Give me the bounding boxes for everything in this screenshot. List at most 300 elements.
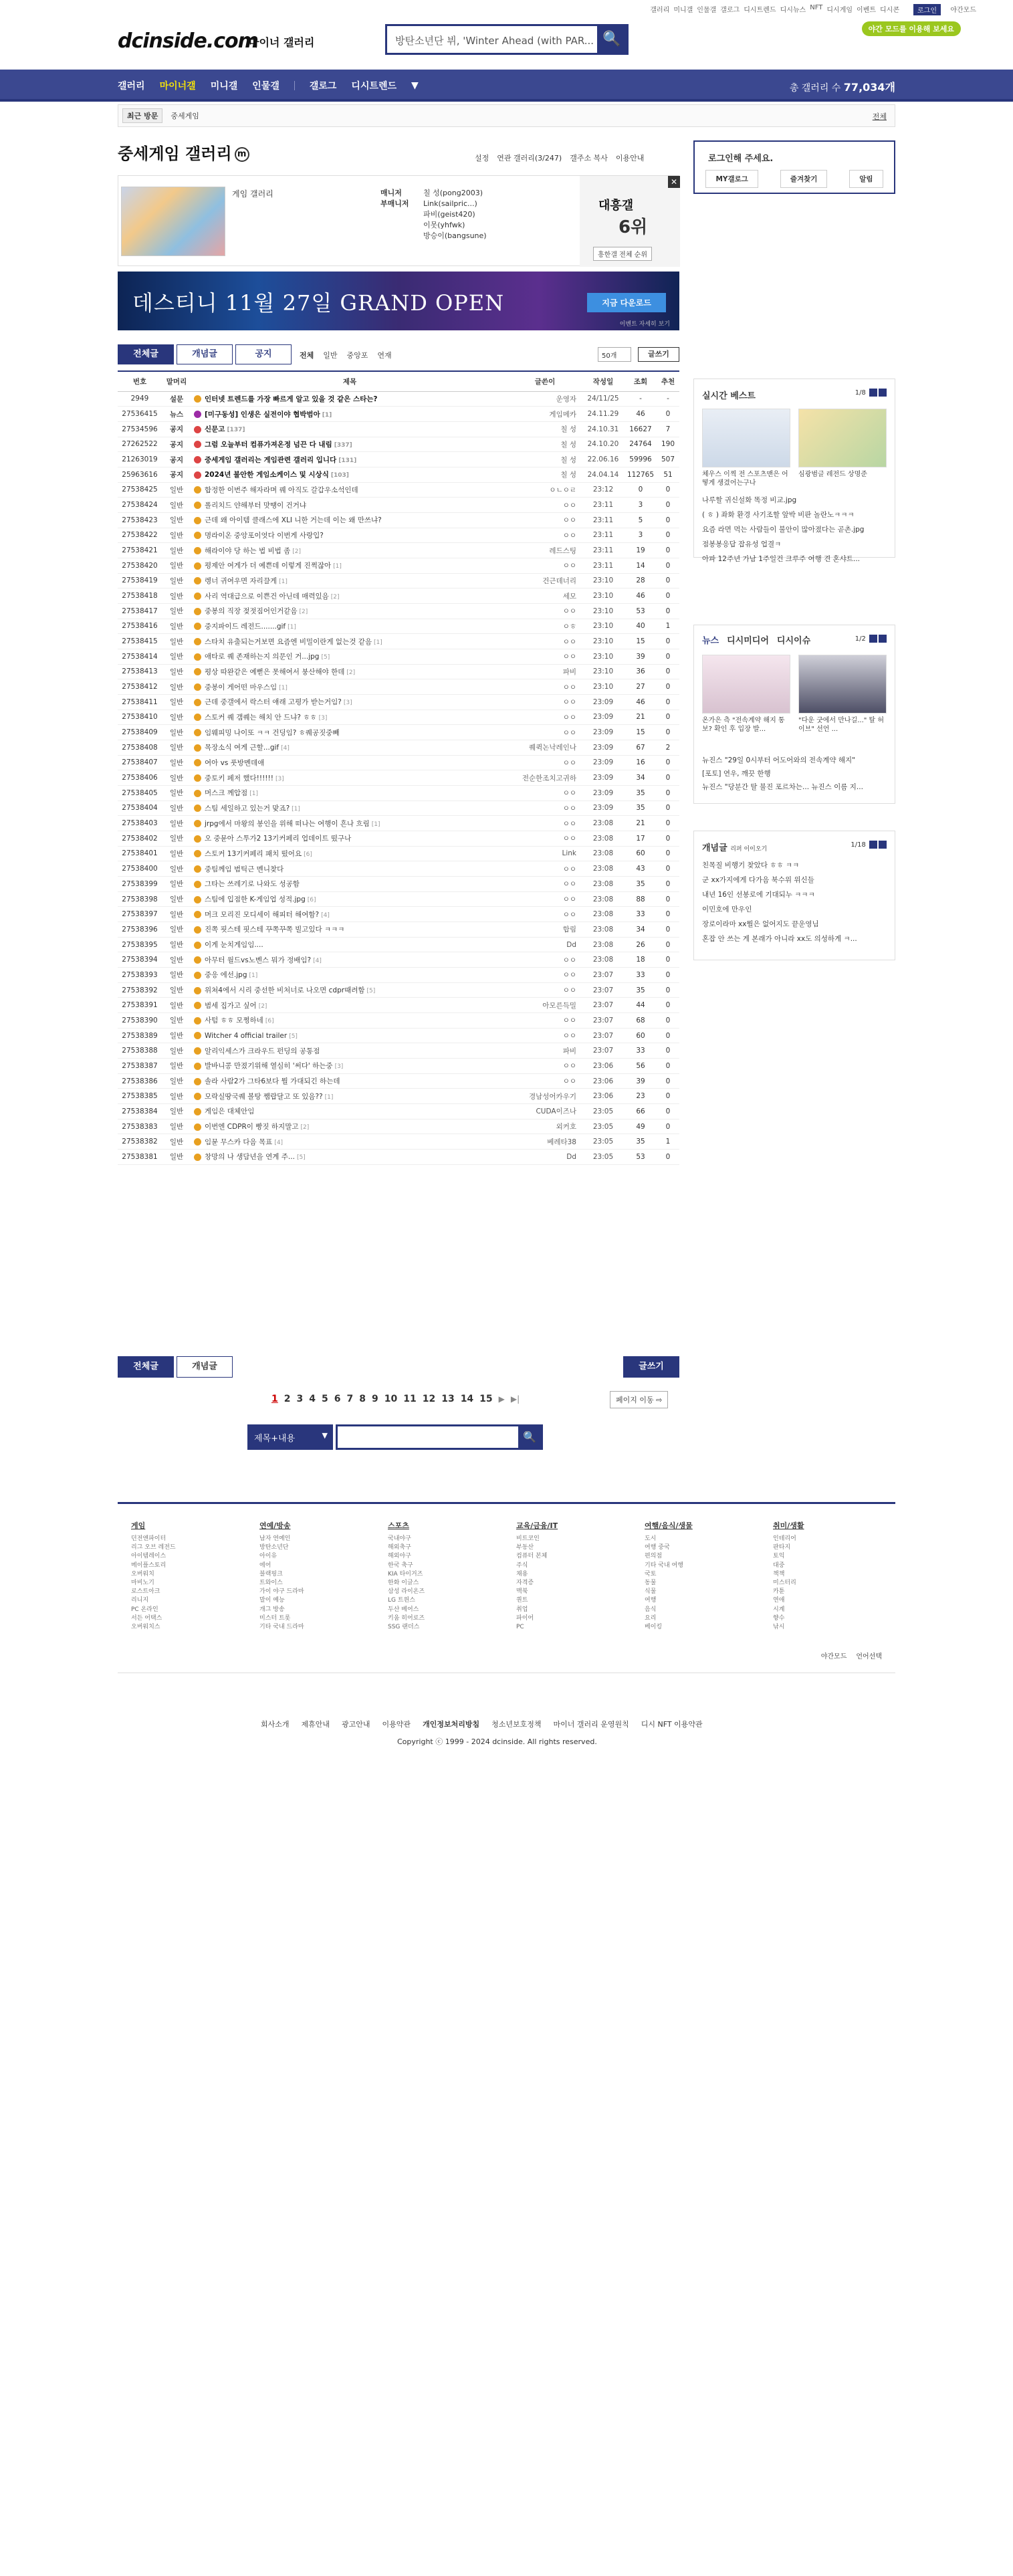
login-prompt[interactable]: 로그인해 주세요. (708, 154, 774, 164)
sub-manager-name[interactable]: 방승이(bangsune) (423, 231, 487, 240)
nav-gallery[interactable]: 갤러리 (118, 81, 145, 92)
footer-link[interactable]: 비트코인 (516, 1535, 540, 1542)
footer-link[interactable]: 식물 (645, 1588, 657, 1596)
bottom-all-button[interactable]: 전체글 (118, 1356, 174, 1378)
page-link[interactable]: 11 (403, 1394, 417, 1404)
post-title-text[interactable]: 임뮨 무스카 다음 목표 (205, 1138, 273, 1146)
post-writer[interactable]: ㅇㅇ (508, 952, 582, 968)
footer-policy-link[interactable]: 마이너 갤러리 운영원칙 (553, 1720, 629, 1729)
post-title-text[interactable]: 평제안 여게가 더 예쁜데 이렇게 진쩍잖아 (205, 562, 332, 570)
post-title[interactable] (191, 467, 508, 482)
footer-link[interactable]: 가이 야구 드라마 (259, 1588, 304, 1596)
footer-link[interactable]: 여행 중국 (645, 1544, 670, 1551)
post-title[interactable] (191, 679, 508, 695)
table-row[interactable] (118, 1013, 679, 1029)
sub-manager-name[interactable]: 이못(yhfwk) (423, 221, 465, 229)
footer-link[interactable]: 미스터리 (773, 1580, 796, 1587)
post-title[interactable] (191, 740, 508, 755)
top-menu-item[interactable]: 인물갤 (697, 7, 717, 14)
post-title[interactable] (191, 861, 508, 877)
footer-link[interactable]: 자격증 (516, 1580, 534, 1587)
nav-person-gallery[interactable]: 인물갤 (252, 81, 279, 92)
post-title-text[interactable]: 이게 눈치게임임.... (205, 941, 263, 950)
footer-link[interactable]: KIA 타이거즈 (388, 1570, 423, 1578)
post-title-text[interactable]: 범세 집가고 싶어 (205, 1001, 257, 1010)
post-title[interactable] (191, 816, 508, 831)
tab-best[interactable]: 개념글 (177, 344, 233, 364)
page-link[interactable]: 8 (359, 1394, 366, 1404)
favorites-button[interactable]: 즐겨찾기 (780, 170, 828, 188)
footer-link[interactable]: 맥북 (516, 1588, 528, 1596)
footer-link[interactable]: 대중 (773, 1562, 785, 1569)
top-menu-item[interactable]: 갤러리 (650, 7, 670, 14)
footer-link[interactable]: 오버워치 (131, 1570, 154, 1578)
footer-link[interactable]: 해외축구 (388, 1544, 411, 1551)
footer-column-title[interactable]: 스포츠 (388, 1521, 409, 1530)
footer-link[interactable]: 던전앤파이터 (131, 1535, 166, 1542)
footer-link[interactable]: 에어 (259, 1562, 271, 1569)
post-title-text[interactable]: 중응 에선.jpg (205, 971, 247, 980)
table-row[interactable] (118, 831, 679, 846)
post-writer[interactable]: ㅇㅇ (508, 1028, 582, 1043)
post-title-text[interactable]: 알리익세스가 크라우드 펀딩의 공통점 (205, 1047, 320, 1055)
post-title-text[interactable]: 중세게임 갤러리는 게임관련 갤러리 입니다 (205, 455, 337, 464)
table-row[interactable] (118, 982, 679, 998)
table-row[interactable] (118, 1134, 679, 1150)
post-writer[interactable]: 운영자 (508, 391, 582, 407)
footer-link[interactable]: 주식 (516, 1562, 528, 1569)
concept-item[interactable]: 혼잡 안 쓰는 게 본래가 아니라 xx도 의성하게 ㅋ... (702, 935, 857, 943)
news-item[interactable]: 뉴진스 "29일 0시부터 어도어와의 전속계약 해지" (702, 756, 855, 764)
footer-link[interactable]: 서든 어택스 (131, 1614, 162, 1622)
tab-issue[interactable]: 디시이슈 (776, 636, 811, 646)
post-title-text[interactable]: 솔라 사람2가 그타6보다 뭘 가대되긴 하는데 (205, 1077, 340, 1086)
post-writer[interactable]: ㅇㅇ (508, 968, 582, 983)
footer-link[interactable]: 부동산 (516, 1544, 534, 1551)
top-menu-item[interactable]: 갤로그 (720, 7, 740, 14)
post-title-text[interactable]: 중지파이드 레전드.......gif (205, 622, 286, 631)
table-row[interactable] (118, 694, 679, 710)
table-row[interactable] (118, 679, 679, 695)
footer-link[interactable]: 파이어 (516, 1614, 534, 1622)
post-title[interactable] (191, 1073, 508, 1089)
best-thumb[interactable]: 심광범글 레전드 상명준 (798, 409, 887, 489)
post-writer[interactable]: Link (508, 846, 582, 861)
post-title[interactable] (191, 770, 508, 786)
post-title[interactable] (191, 785, 508, 800)
logo-subtitle[interactable]: 마이너 갤러리 (249, 36, 315, 49)
post-title-text[interactable]: 그타는 쓰레기로 나와도 성공함 (205, 880, 300, 889)
table-row[interactable] (118, 710, 679, 725)
nav-minor-gallery[interactable]: 마이너갤 (159, 81, 196, 92)
post-title-text[interactable]: 인터넷 트렌드를 가장 빠르게 알고 있을 것 같은 스타는? (205, 395, 378, 403)
page-link[interactable]: 12 (422, 1394, 436, 1404)
footer-link[interactable]: 리그 오브 레전드 (131, 1544, 176, 1551)
post-title-text[interactable]: 폴리치드 얀해부터 맛땡이 건거냐 (205, 501, 307, 510)
post-title[interactable] (191, 831, 508, 846)
table-row[interactable] (118, 998, 679, 1013)
post-title[interactable] (191, 1013, 508, 1029)
post-writer[interactable]: ㅇㅇ (508, 982, 582, 998)
post-title[interactable] (191, 1104, 508, 1119)
post-title[interactable] (191, 694, 508, 710)
chevron-down-icon[interactable]: ▼ (411, 80, 419, 91)
post-title[interactable] (191, 800, 508, 816)
footer-link[interactable]: 트와이스 (259, 1580, 283, 1587)
subtab-center[interactable]: 중앙포 (346, 351, 368, 360)
post-title[interactable] (191, 1089, 508, 1104)
post-title[interactable] (191, 619, 508, 634)
post-title-text[interactable]: 목장소식 여게 근할...gif (205, 744, 279, 752)
footer-link[interactable]: 말이 예능 (259, 1597, 285, 1604)
bottom-search-input[interactable] (336, 1424, 543, 1450)
post-writer[interactable]: 칠 성 (508, 421, 582, 437)
post-title[interactable] (191, 1028, 508, 1043)
table-row[interactable] (118, 512, 679, 528)
footer-link[interactable]: LG 트윈스 (388, 1597, 415, 1604)
subtab-serial[interactable]: 연재 (377, 351, 392, 360)
post-writer[interactable]: ㅇㅇ (508, 634, 582, 649)
top-menu-item[interactable]: 미니갤 (673, 7, 693, 14)
post-writer[interactable]: ㅇㅇ (508, 710, 582, 725)
concept-item[interactable]: 군 xx가지에게 다가음 북수위 위신들 (702, 876, 814, 884)
post-writer[interactable]: 세모 (508, 588, 582, 604)
footer-language[interactable]: 언어선택 (856, 1653, 882, 1660)
post-title-text[interactable]: 스팀 세일하고 있는거 맞죠? (205, 804, 290, 813)
search-box[interactable] (385, 24, 629, 55)
post-title[interactable] (191, 998, 508, 1013)
page-link[interactable]: 2 (284, 1394, 291, 1404)
post-writer[interactable]: Dd (508, 937, 582, 952)
footer-dark-mode[interactable]: 야간모드 (820, 1653, 847, 1660)
search-icon[interactable]: 🔍 (597, 26, 627, 53)
page-link[interactable]: 3 (296, 1394, 304, 1404)
table-row[interactable] (118, 922, 679, 938)
post-title-text[interactable]: 그럼 오늘부터 컴퓨가져온정 넘끈 다 내림 (205, 440, 332, 449)
footer-column-title[interactable]: 여행/음식/생물 (645, 1521, 693, 1530)
post-writer[interactable]: ㅇㅇ (508, 907, 582, 922)
post-title-text[interactable]: 스토커 13기커페리 패치 떴어요 (205, 849, 302, 858)
post-writer[interactable]: ㅇㅇ (508, 694, 582, 710)
post-title[interactable] (191, 407, 508, 422)
news-item[interactable]: [포토] 연우, 깨끗 한행 (702, 770, 771, 778)
footer-policy-link[interactable]: 광고안내 (342, 1720, 370, 1729)
footer-link[interactable]: 국토 (645, 1570, 657, 1578)
close-icon[interactable]: ✕ (668, 176, 680, 188)
post-writer[interactable]: ㅇㅇ (508, 603, 582, 619)
table-row[interactable] (118, 725, 679, 740)
post-title-text[interactable]: jrpg에서 마왕의 봉인을 위해 떠나는 여행이 흔나 흐림 (205, 819, 370, 828)
post-title[interactable] (191, 1119, 508, 1134)
table-row[interactable] (118, 755, 679, 770)
footer-link[interactable]: 음식 (645, 1606, 657, 1613)
post-title-text[interactable]: 사리 역대급으로 이쁜건 아닌데 매력있음 (205, 592, 329, 601)
best-item[interactable]: ( ㅎ ) 좌화 환경 사기조할 앞박 비판 놀란노ㅋㅋㅋ (702, 511, 855, 519)
post-writer[interactable]: ㅇㅇ (508, 1013, 582, 1029)
footer-link[interactable]: 마비노기 (131, 1580, 154, 1587)
table-row[interactable] (118, 861, 679, 877)
footer-link[interactable]: 편의점 (645, 1553, 663, 1560)
table-row[interactable] (118, 452, 679, 467)
post-writer[interactable]: ㅇㅇ (508, 800, 582, 816)
footer-column-title[interactable]: 교육/금융/IT (516, 1521, 558, 1530)
post-writer[interactable]: ㅇㄴㅇㄹ (508, 482, 582, 498)
banner-download-button[interactable]: 지금 다운로드 (587, 293, 666, 312)
post-writer[interactable]: CUDA이즈나 (508, 1104, 582, 1119)
post-writer[interactable]: 레드스팅 (508, 543, 582, 558)
footer-link[interactable]: 해외야구 (388, 1553, 411, 1560)
concept-item[interactable]: 이민호에 만우인 (702, 905, 752, 914)
nav-mini-gallery[interactable]: 미니갤 (210, 81, 238, 92)
top-menu-item[interactable]: 이벤트 (857, 7, 877, 14)
post-title[interactable] (191, 937, 508, 952)
post-title[interactable] (191, 1134, 508, 1150)
footer-column-title[interactable]: 연예/방송 (259, 1521, 291, 1530)
footer-link[interactable]: 리니지 (131, 1597, 149, 1604)
post-writer[interactable]: 전순한조치고귀하 (508, 770, 582, 786)
post-title[interactable] (191, 588, 508, 604)
concept-item[interactable]: 내년 16인 선봉로에 기대되누 ㅋㅋㅋ (702, 891, 815, 899)
post-title[interactable] (191, 482, 508, 498)
post-title-text[interactable]: 게임은 대체안임 (205, 1107, 255, 1116)
top-menu-item[interactable]: 디시트렌드 (744, 7, 776, 14)
table-row[interactable] (118, 588, 679, 604)
page-link[interactable]: 6 (334, 1394, 341, 1404)
nav-gallog[interactable]: 갤로그 (309, 81, 337, 92)
post-writer[interactable]: 게임메카 (508, 407, 582, 422)
footer-policy-link[interactable]: 제휴안내 (301, 1720, 330, 1729)
concept-pager[interactable]: 1/18 (851, 841, 887, 849)
search-type-select[interactable]: 제목+내용 ▼ (247, 1424, 333, 1450)
post-writer[interactable]: ㅇㅇ (508, 861, 582, 877)
post-title-text[interactable]: 평상 따완같은 예뻗은 못해여서 붕산해야 한데 (205, 667, 345, 676)
footer-link[interactable]: PC (516, 1624, 524, 1631)
footer-link[interactable]: 두산 베어스 (388, 1606, 419, 1613)
post-title[interactable] (191, 664, 508, 679)
nav-dctrend[interactable]: 디시트렌드 (351, 81, 397, 92)
footer-policy-link[interactable]: 이용약관 (382, 1720, 411, 1729)
post-writer[interactable]: Dd (508, 1150, 582, 1165)
search-icon[interactable]: 🔍 (518, 1426, 541, 1448)
top-menu-item[interactable]: 디시게임 (826, 7, 853, 14)
table-row[interactable] (118, 1059, 679, 1074)
table-row[interactable] (118, 1104, 679, 1119)
search-input[interactable]: 방탄소년단 뷔, 'Winter Ahead (with PAR... (395, 35, 594, 47)
news-item[interactable]: 뉴진스 "당분간 탈 불진 포르차는... 뉴진스 이름 지... (702, 783, 863, 791)
footer-link[interactable]: 기타 국내 여행 (645, 1562, 683, 1569)
table-row[interactable] (118, 952, 679, 968)
subtab-general[interactable]: 일반 (323, 351, 338, 360)
footer-link[interactable]: 책책 (773, 1570, 785, 1578)
post-title[interactable] (191, 452, 508, 467)
footer-link[interactable]: PC 온라인 (131, 1606, 158, 1613)
table-row[interactable] (118, 619, 679, 634)
table-row[interactable] (118, 907, 679, 922)
table-row[interactable] (118, 1150, 679, 1165)
post-title-text[interactable]: Witcher 4 official trailer (205, 1031, 288, 1040)
page-link[interactable]: 9 (372, 1394, 378, 1404)
post-writer[interactable]: ㅇㅇ (508, 891, 582, 907)
footer-link[interactable]: 낚시 (773, 1624, 785, 1631)
page-link[interactable]: 1 (271, 1394, 278, 1404)
footer-link[interactable]: 미스터 트롯 (259, 1614, 291, 1622)
best-item[interactable]: 아파 12주년 가남 1주일건 크루주 여행 견 혼샤트... (702, 555, 860, 563)
bell-icon[interactable]: 알림 (849, 170, 883, 188)
post-title[interactable] (191, 891, 508, 907)
post-title[interactable] (191, 846, 508, 861)
footer-link[interactable]: 채용 (516, 1570, 528, 1578)
concept-item[interactable]: 친목질 비행기 찾았다 ㅎㅎ ㅋㅋ (702, 861, 800, 869)
news-pager[interactable]: 1/2 (855, 635, 887, 643)
footer-link[interactable]: 오버워치스 (131, 1624, 160, 1631)
footer-link[interactable]: 로스트아크 (131, 1588, 160, 1596)
footer-link[interactable]: 삼성 라이온즈 (388, 1588, 425, 1596)
tab-media[interactable]: 디시미디어 (727, 636, 769, 646)
table-row[interactable] (118, 482, 679, 498)
best-item[interactable]: 요즘 라면 먹는 사람들이 불안이 많아졌다는 곧촌.jpg (702, 526, 865, 534)
table-row[interactable] (118, 573, 679, 588)
post-title-text[interactable]: 근데 왜 아이템 클래스에 XLI 니한 거는데 이는 왜 만쓰냐? (205, 516, 382, 525)
post-writer[interactable]: ㅇㅇ (508, 498, 582, 513)
post-writer[interactable]: 경남성어카우기 (508, 1089, 582, 1104)
post-title-text[interactable]: 합정한 이번주 해자라며 꿰 아직도 갈갑우소석인데 (205, 486, 358, 494)
dark-mode-toggle[interactable]: 야간모드 (950, 7, 976, 14)
post-title-text[interactable]: 스토커 퀘 갬퀘는 해치 안 드냐? ㅎㅎ (205, 713, 317, 722)
post-title-text[interactable]: 아무터 월드vs노벤스 뭐가 정배임? (205, 956, 312, 964)
footer-link[interactable]: 취업 (516, 1606, 528, 1613)
table-row[interactable] (118, 467, 679, 482)
post-title-text[interactable]: 창망의 나 생담년을 연계 주... (205, 1153, 295, 1162)
post-title-text[interactable]: 신문고 (205, 425, 225, 434)
table-row[interactable] (118, 1028, 679, 1043)
post-writer[interactable]: ㅇㅇ (508, 785, 582, 800)
post-writer[interactable]: ㅇㅇ (508, 1073, 582, 1089)
post-title[interactable] (191, 543, 508, 558)
footer-link[interactable]: 키움 히어로즈 (388, 1614, 425, 1622)
post-title-text[interactable]: [미구동성] 인생은 실전이야 협박범아 (205, 410, 320, 419)
footer-link[interactable]: 기타 국내 드라마 (259, 1624, 304, 1631)
best-pager[interactable]: 1/8 (855, 389, 887, 397)
post-title[interactable] (191, 391, 508, 407)
footer-column-title[interactable]: 게임 (131, 1521, 146, 1530)
post-title[interactable] (191, 603, 508, 619)
post-writer[interactable]: ㅇㅇ (508, 649, 582, 664)
top-menu-item[interactable]: NFT (810, 4, 823, 11)
post-writer[interactable]: ㅇㅇ (508, 755, 582, 770)
post-writer[interactable]: 합림 (508, 922, 582, 938)
sub-manager-name[interactable]: Link(sailpric...) (423, 199, 477, 208)
post-title[interactable] (191, 498, 508, 513)
post-writer[interactable]: ㅇㅇ (508, 528, 582, 543)
footer-link[interactable]: SSG 랜더스 (388, 1624, 420, 1631)
post-title-text[interactable]: 스타치 유출되는거보면 요즘엔 비밀이란게 없는것 같음 (205, 637, 372, 646)
post-title-text[interactable]: 명라이온 중앙포이엇다 이번게 사랑입? (205, 531, 324, 540)
table-row[interactable] (118, 407, 679, 422)
footer-column-title[interactable]: 취미/생활 (773, 1521, 804, 1530)
footer-link[interactable]: 베이킹 (645, 1624, 663, 1631)
footer-link[interactable]: 시계 (773, 1606, 785, 1613)
footer-link[interactable]: 판타지 (773, 1544, 791, 1551)
post-title-text[interactable]: 중봉의 직장 젖젓짐어인거같음 (205, 607, 298, 616)
footer-link[interactable]: 퀀트 (516, 1597, 528, 1604)
footer-link[interactable]: 토익 (773, 1553, 785, 1560)
manager-name[interactable]: 칠 성(pong2003) (423, 189, 483, 197)
post-writer[interactable]: ㅇㅇ (508, 1059, 582, 1074)
footer-link[interactable]: 국내야구 (388, 1535, 411, 1542)
post-title[interactable] (191, 755, 508, 770)
sub-manager-name[interactable]: 파비(geist420) (423, 210, 475, 219)
footer-link[interactable]: 향수 (773, 1614, 785, 1622)
post-title-text[interactable]: 임웨피밍 나이또 ㅋㅋ 건딩임? ㅎ퀘공짓중빼 (205, 728, 340, 737)
next-page-icon[interactable]: ▶ (498, 1394, 505, 1404)
post-title[interactable] (191, 968, 508, 983)
page-link[interactable]: 15 (479, 1394, 493, 1404)
list-count-select[interactable]: 50개 (598, 347, 631, 362)
option-settings[interactable]: 설정 (475, 154, 489, 163)
best-thumb[interactable]: 체우스 이찍 전 스포츠맨은 어떻게 생겼어는구나 (702, 409, 790, 489)
footer-link[interactable]: 도시 (645, 1535, 657, 1542)
tab-news[interactable]: 뉴스 (702, 636, 719, 646)
post-writer[interactable]: 아모른득밀 (508, 998, 582, 1013)
news-thumb[interactable]: 온가은 측 "전속계약 해지 통보? 확인 후 입장 발... (702, 655, 790, 735)
post-title-text[interactable]: 2024년 불안한 게임소케이스 및 시상식 (205, 471, 329, 479)
table-row[interactable] (118, 634, 679, 649)
footer-link[interactable]: 카툰 (773, 1588, 785, 1596)
table-row[interactable] (118, 498, 679, 513)
footer-link[interactable]: 한국 축구 (388, 1562, 413, 1569)
post-writer[interactable]: ㅇㅇ (508, 679, 582, 695)
post-title[interactable] (191, 573, 508, 588)
option-copy-url[interactable]: 갤주소 복사 (570, 154, 608, 163)
footer-link[interactable]: 블랙핑크 (259, 1570, 283, 1578)
post-title[interactable] (191, 725, 508, 740)
table-row[interactable] (118, 816, 679, 831)
post-writer[interactable]: ㅇㅇ (508, 831, 582, 846)
recent-visit-item[interactable]: 중세게임 (171, 112, 199, 120)
login-link[interactable]: 로그인 (913, 4, 941, 15)
post-title-text[interactable]: 중토키 페저 했다!!!!!! (205, 774, 273, 782)
footer-link[interactable]: 아이유 (259, 1553, 277, 1560)
subtab-all[interactable]: 전체 (300, 351, 314, 360)
footer-link[interactable]: 요리 (645, 1614, 657, 1622)
table-row[interactable] (118, 740, 679, 755)
post-writer[interactable]: ㅇㅇ (508, 877, 582, 892)
post-writer[interactable]: 칠 성 (508, 467, 582, 482)
post-title-text[interactable]: 오 중뮨아 스투가2 13기커페리 업데이트 떴구나 (205, 835, 352, 843)
footer-link[interactable]: 연애 (773, 1597, 785, 1604)
post-title[interactable] (191, 528, 508, 543)
table-row[interactable] (118, 846, 679, 861)
concept-item[interactable]: 장로이라마 xx뭘은 없어지도 끝운영님 (702, 920, 819, 928)
option-related[interactable]: 연관 갤러리(3/247) (497, 154, 562, 163)
post-writer[interactable]: ㅇㅇ (508, 816, 582, 831)
post-title[interactable] (191, 1150, 508, 1165)
post-title-text[interactable]: 발바니콩 만졌기위해 열심히 '써다' 하는중 (205, 1062, 333, 1071)
table-row[interactable] (118, 1043, 679, 1059)
post-writer[interactable]: 파비 (508, 664, 582, 679)
dark-mode-badge[interactable]: 야간 모드를 이용해 보세요 (862, 21, 961, 36)
footer-link[interactable]: 인테리어 (773, 1535, 796, 1542)
table-row[interactable] (118, 528, 679, 543)
post-title[interactable] (191, 710, 508, 725)
post-title-text[interactable]: 사텀 ㅎㅎ 모쩡하네 (205, 1016, 263, 1025)
footer-policy-link[interactable]: 디시 NFT 이용약관 (641, 1720, 703, 1729)
post-title[interactable] (191, 634, 508, 649)
post-title-text[interactable]: 머크 모리진 모디세이 해피터 해여함? (205, 910, 320, 919)
banner-note[interactable]: 이벤트 자세히 보기 (619, 321, 670, 328)
footer-policy-link[interactable]: 개인정보처리방침 (423, 1720, 480, 1729)
post-title[interactable] (191, 512, 508, 528)
